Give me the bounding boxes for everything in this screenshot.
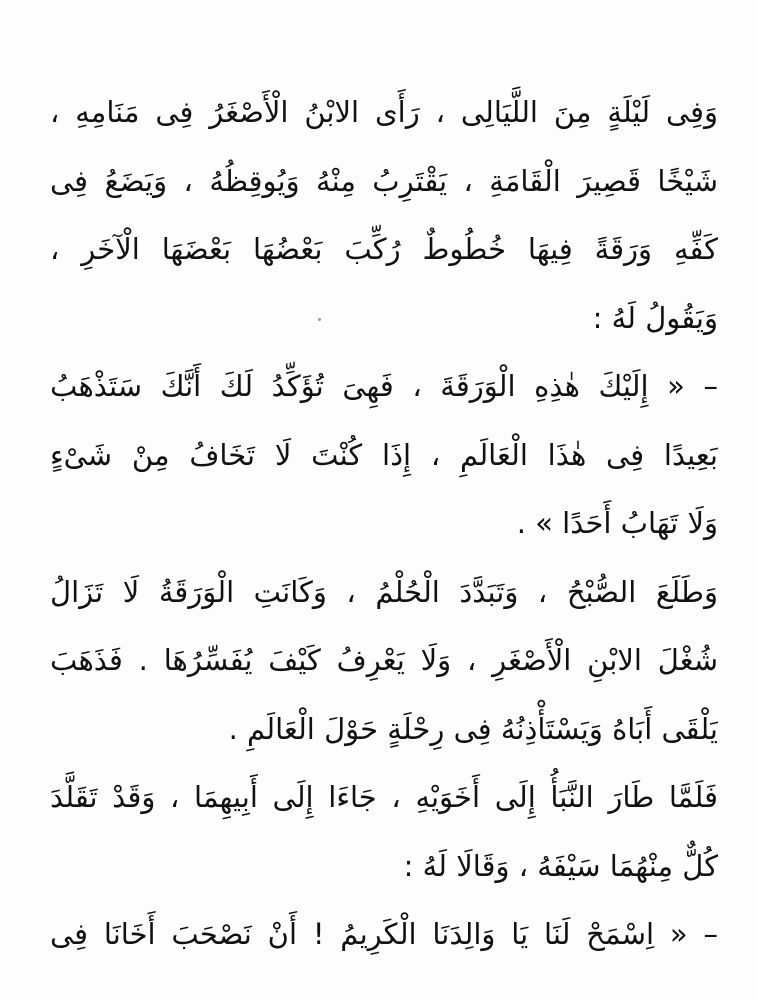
text-line: وَيَقُولُ لَهُ : (592, 300, 718, 335)
paper-speck (318, 318, 321, 321)
text-line: وَلَا تَهَابُ أَحَدًا » . (516, 506, 718, 540)
text-line: – « إِلَيْكَ هٰذِهِ الْوَرَقَةَ ، فَهِىَ تُؤَكِّدُ لَكَ أَنَّكَ سَتَذْهَبُ (50, 369, 718, 403)
text-line: شَيْخًا قَصِيرَ الْقَامَةِ ، يَقْتَرِبُ مِنْهُ وَيُوقِظُهُ ، وَيَضَعُ فِى (50, 163, 718, 198)
text-line: وَفِى لَيْلَةٍ مِنَ اللَّيَالِى ، رَأَى الابْنُ الْأَصْغَرُ فِى مَنَامِهِ ، (50, 95, 718, 129)
text-line: كُلٌّ مِنْهُمَا سَيْفَهُ ، وَقَالَا لَهُ : (403, 848, 718, 883)
paragraph-4 (50, 763, 718, 900)
text-line: يَلْقَى أَبَاهُ وَيَسْتَأْذِنُهُ فِى رِحْلَةٍ حَوْلَ الْعَالَمِ . (228, 711, 718, 746)
paragraph-1 (50, 78, 718, 352)
text-line: بَعِيدًا فِى هٰذَا الْعَالَمِ ، إِذَا كُنْتَ لَا تَخَافُ مِنْ شَىْءٍ (50, 437, 718, 472)
text-line: فَلَمَّا طَارَ النَّبَأُ إِلَى أَخَوَيْهِ ، جَاءَا إِلَى أَبِيهِمَا ، وَقَدْ تَقَلَّدَ (50, 780, 718, 814)
text-line: – « اِسْمَحْ لَنَا يَا وَالِدَنَا الْكَرِيمُ ! أَنْ نَصْحَبَ أَخَانَا فِى (50, 917, 718, 951)
paragraph-3 (50, 558, 718, 764)
text-line: وَطَلَعَ الصُّبْحُ ، وَتَبَدَّدَ الْحُلْمُ ، وَكَانَتِ الْوَرَقَةُ لَا تَزَالُ (50, 574, 718, 609)
text-line: كَفِّهِ وَرَقَةً فِيهَا خُطُوطٌ رُكِّبَ بَعْضُهَا بَعْضَهَا الْآخَرِ ، (50, 232, 718, 266)
page-text (50, 78, 718, 969)
paragraph-5 (50, 900, 718, 969)
paragraph-2 (50, 352, 718, 558)
text-line: شُغْلَ الابْنِ الْأَصْغَرِ ، وَلَا يَعْرِفُ كَيْفَ يُفَسِّرُهَا . فَذَهَبَ (50, 643, 718, 677)
